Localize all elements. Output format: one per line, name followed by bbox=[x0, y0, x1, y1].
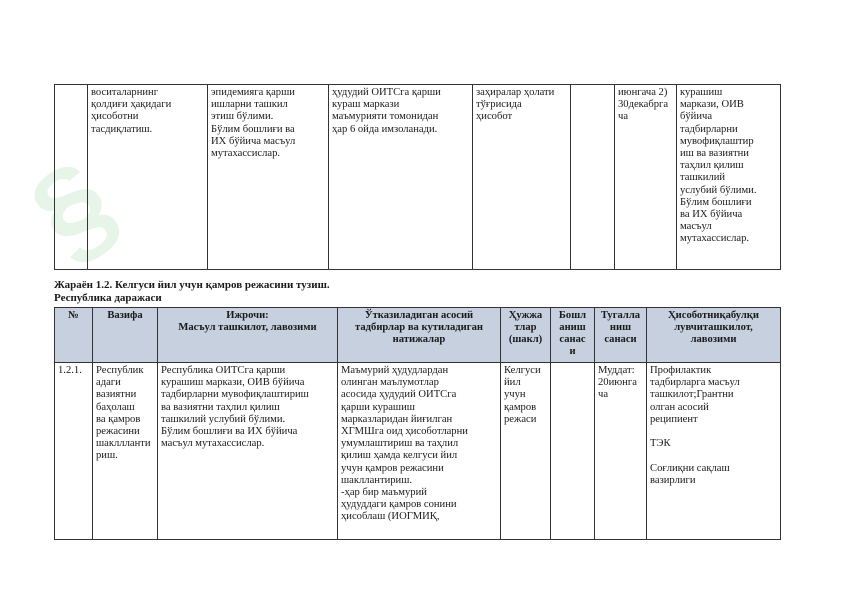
row-executor: Республика ОИТСга қарши курашиш маркази, ОИВ бўйича тадбирларни мувофиқлаштириш ва вазиятни таҳлил қилиш ташкилий услубий бўлими. Бўлим бошлиғи ва ИХ бўйича масъул мутахассислар. bbox=[158, 363, 338, 540]
header-executor: Ижрочи: Масъул ташкилот, лавозими bbox=[158, 308, 338, 363]
row-start-date bbox=[551, 363, 595, 540]
row-activities: Маъмурий ҳудудлардан олинган маълумотлар асосида ҳудудий ОИТСга қарши курашиш марказларидан йиғилган ХГМШга оид ҳисоботларни умумлаштириш ва таҳлил қилиш ҳамда келгуси йил учун қамров режасини шакллантириш. -ҳар бир маъмурий ҳудуддаги қамров сонини ҳисоблаш (ИОГМИҚ, bbox=[338, 363, 501, 540]
section-subtitle: Республика даражаси bbox=[54, 292, 162, 304]
row-task: Республик адаги вазиятни баҳолаш ва қамров режасини шакллланти риш. bbox=[93, 363, 158, 540]
header-recipient: Ҳисоботниқабулқи лувчиташкилот, лавозими bbox=[647, 308, 781, 363]
table-row bbox=[55, 85, 781, 270]
row-documents: Келгуси йил учун қамров режаси bbox=[501, 363, 551, 540]
row-recipient: Профилактик тадбирларга масъул ташкилот;Грантни олган асосий реципиент ТЭК Соғлиқни сақлаш вазирлиги bbox=[647, 363, 781, 540]
table-cell: заҳиралар ҳолати тўғрисида ҳисобот bbox=[473, 85, 571, 270]
table-cell: эпидемияга қарши ишларни ташкил этиш бўлими. Бўлим бошлиғи ва ИХ бўйича масъул мутахассислар. bbox=[208, 85, 329, 270]
table-cell bbox=[55, 85, 88, 270]
watermark: § bbox=[7, 134, 140, 284]
table-header-row bbox=[55, 308, 781, 363]
row-number: 1.2.1. bbox=[55, 363, 93, 540]
table-cell: воситаларнинг қолдиғи ҳақидаги ҳисоботни тасдиқлатиш. bbox=[88, 85, 208, 270]
header-end-date: Тугалла ниш санаси bbox=[595, 308, 647, 363]
header-start-date: Бошл аниш санас и bbox=[551, 308, 595, 363]
header-activities: Ўтказиладиган асосий тадбирлар ва кутиладиган натижалар bbox=[338, 308, 501, 363]
continued-table bbox=[54, 84, 781, 270]
table-cell bbox=[571, 85, 615, 270]
table-row bbox=[55, 363, 781, 540]
row-end-date: Муддат: 20июнга ча bbox=[595, 363, 647, 540]
table-cell: ҳудудий ОИТСга қарши кураш маркази маъмурияти томонидан ҳар 6 ойда имзоланади. bbox=[329, 85, 473, 270]
header-task: Вазифа bbox=[93, 308, 158, 363]
header-documents: Ҳужжа тлар (шакл) bbox=[501, 308, 551, 363]
table-cell: июнгача 2) 30декабрга ча bbox=[615, 85, 677, 270]
section-title: Жараён 1.2. Келгуси йил учун қамров режасини тузиш. bbox=[54, 279, 330, 291]
table-cell: курашиш маркази, ОИВ бўйича тадбирларни мувофиқлаштир иш ва вазиятни таҳлил қилиш ташкилий услубий бўлими. Бўлим бошлиғи ва ИХ бўйича масъул мутахассислар. bbox=[677, 85, 781, 270]
header-number: № bbox=[55, 308, 93, 363]
process-table bbox=[54, 307, 781, 540]
